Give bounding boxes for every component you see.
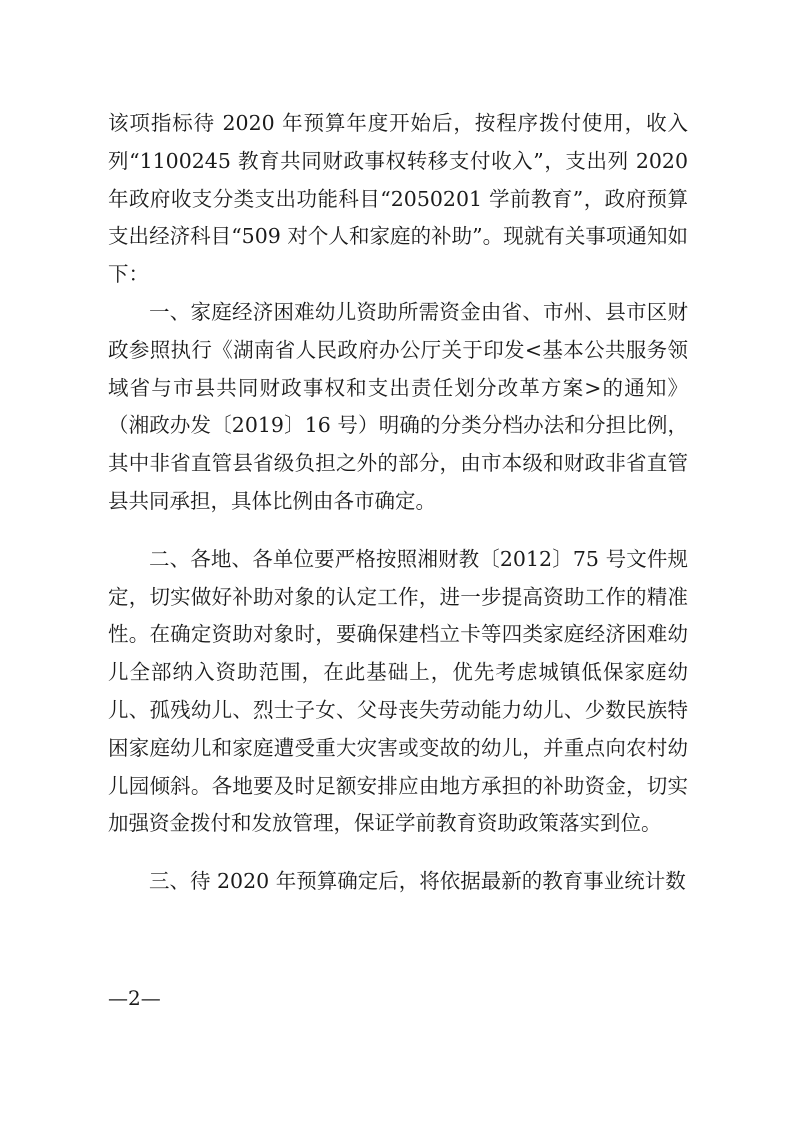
- paragraph-item-3: 三、待 2020 年预算确定后，将依据最新的教育事业统计数: [149, 869, 686, 894]
- paragraph-intro-continued: 该项指标待 2020 年预算年度开始后，按程序拨付使用，收入列“1100245 教育共同财政事权转移支付收入”，支出列 2020 年政府收支分类支出功能科目“2050201 学前教育”，政府预算支出经济科目“509 对个人和家庭的补助”。现就有关事项通知如下：: [108, 111, 688, 287]
- paragraph-item-1: 一、家庭经济困难幼儿资助所需资金由省、市州、县市区财政参照执行《湖南省人民政府办公厅关于印发<基本公共服务领域省与市县共同财政事权和支出责任划分改革方案>的通知》（湘政办发〔2019〕16 号）明确的分类分档办法和分担比例，其中非省直管县省级负担之外的部分，由市本级和财政非省直管县共同承担，具体比例由各市确定。: [108, 299, 688, 513]
- page-number: —2—: [108, 986, 161, 1010]
- paragraph-item-2: 二、各地、各单位要严格按照湘财教〔2012〕75 号文件规定，切实做好补助对象的认定工作，进一步提高资助工作的精准性。在确定资助对象时，要确保建档立卡等四类家庭经济困难幼儿全部纳入资助范围，在此基础上，优先考虑城镇低保家庭幼儿、孤残幼儿、烈士子女、父母丧失劳动能力幼儿、少数民族特困家庭幼儿和家庭遭受重大灾害或变故的幼儿，并重点向农村幼儿园倾斜。各地要及时足额安排应由地方承担的补助资金，切实加强资金拨付和发放管理，保证学前教育资助政策落实到位。: [108, 546, 688, 836]
- document-body: [108, 105, 688, 901]
